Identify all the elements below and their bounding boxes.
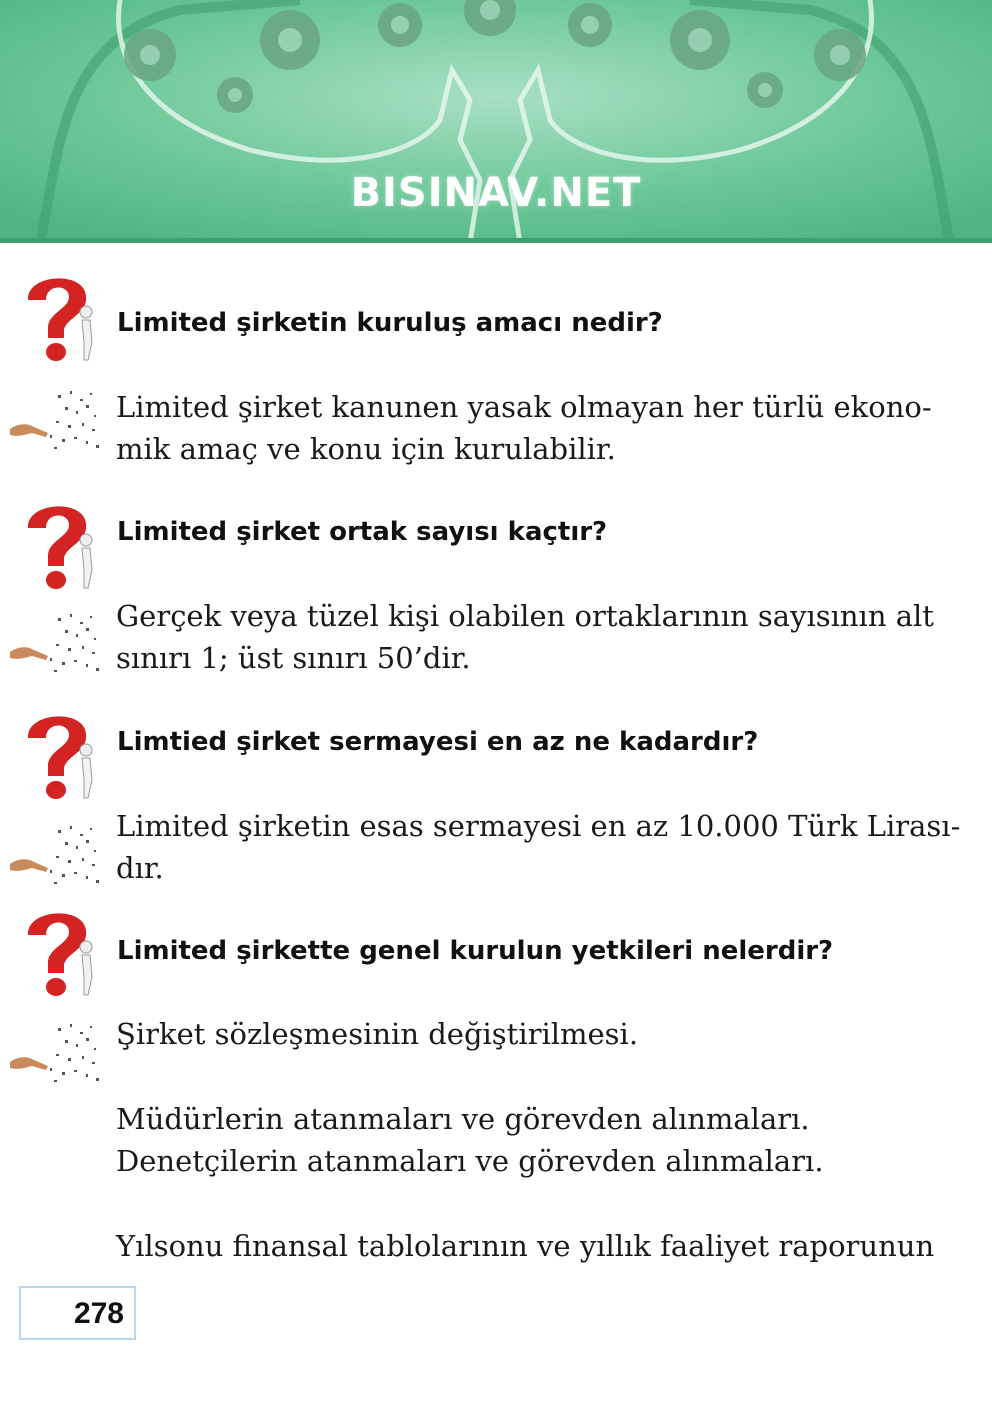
answer-line: Yılsonu finansal tablolarının ve yıllık faaliyet raporunun xyxy=(116,1229,935,1263)
answer-line: Gerçek veya tüzel kişi olabilen ortaklarının sayısının alt xyxy=(116,599,934,633)
answer-line: mik amaç ve konu için kurulabilir. xyxy=(116,432,616,466)
answer-line: Limited şirketin esas sermayesi en az 10.000 Türk Lirası- xyxy=(116,809,961,843)
answer-line: dır. xyxy=(116,851,164,885)
writing-hand-icon xyxy=(10,385,102,455)
writing-hand-icon xyxy=(10,1018,102,1088)
page-number: 278 xyxy=(19,1286,136,1340)
answer-line: Müdürlerin atanmaları ve görevden alınmaları. xyxy=(116,1102,810,1136)
writing-hand-icon xyxy=(10,608,102,678)
question-mark-icon xyxy=(14,496,104,592)
question-text: Limited şirket ortak sayısı kaçtır? xyxy=(117,517,608,547)
answer-line: Şirket sözleşmesinin değiştirilmesi. xyxy=(116,1017,639,1051)
question-mark-icon xyxy=(14,268,104,364)
question-text: Limited şirkette genel kurulun yetkileri nelerdir? xyxy=(117,936,834,966)
answer-line: Limited şirket kanunen yasak olmayan her türlü ekono- xyxy=(116,390,932,424)
answer-line: Denetçilerin atanmaları ve görevden alınmaları. xyxy=(116,1144,824,1178)
writing-hand-icon xyxy=(10,820,102,890)
header-banner xyxy=(0,0,992,243)
question-mark-icon xyxy=(14,706,104,802)
question-text: Limited şirketin kuruluş amacı nedir? xyxy=(117,308,663,338)
question-mark-icon xyxy=(14,903,104,999)
answer-line: sınırı 1; üst sınırı 50’dir. xyxy=(116,641,471,675)
brand-logo-text: BISINAV.NET xyxy=(350,170,642,216)
question-text: Limtied şirket sermayesi en az ne kadardır? xyxy=(117,727,759,757)
